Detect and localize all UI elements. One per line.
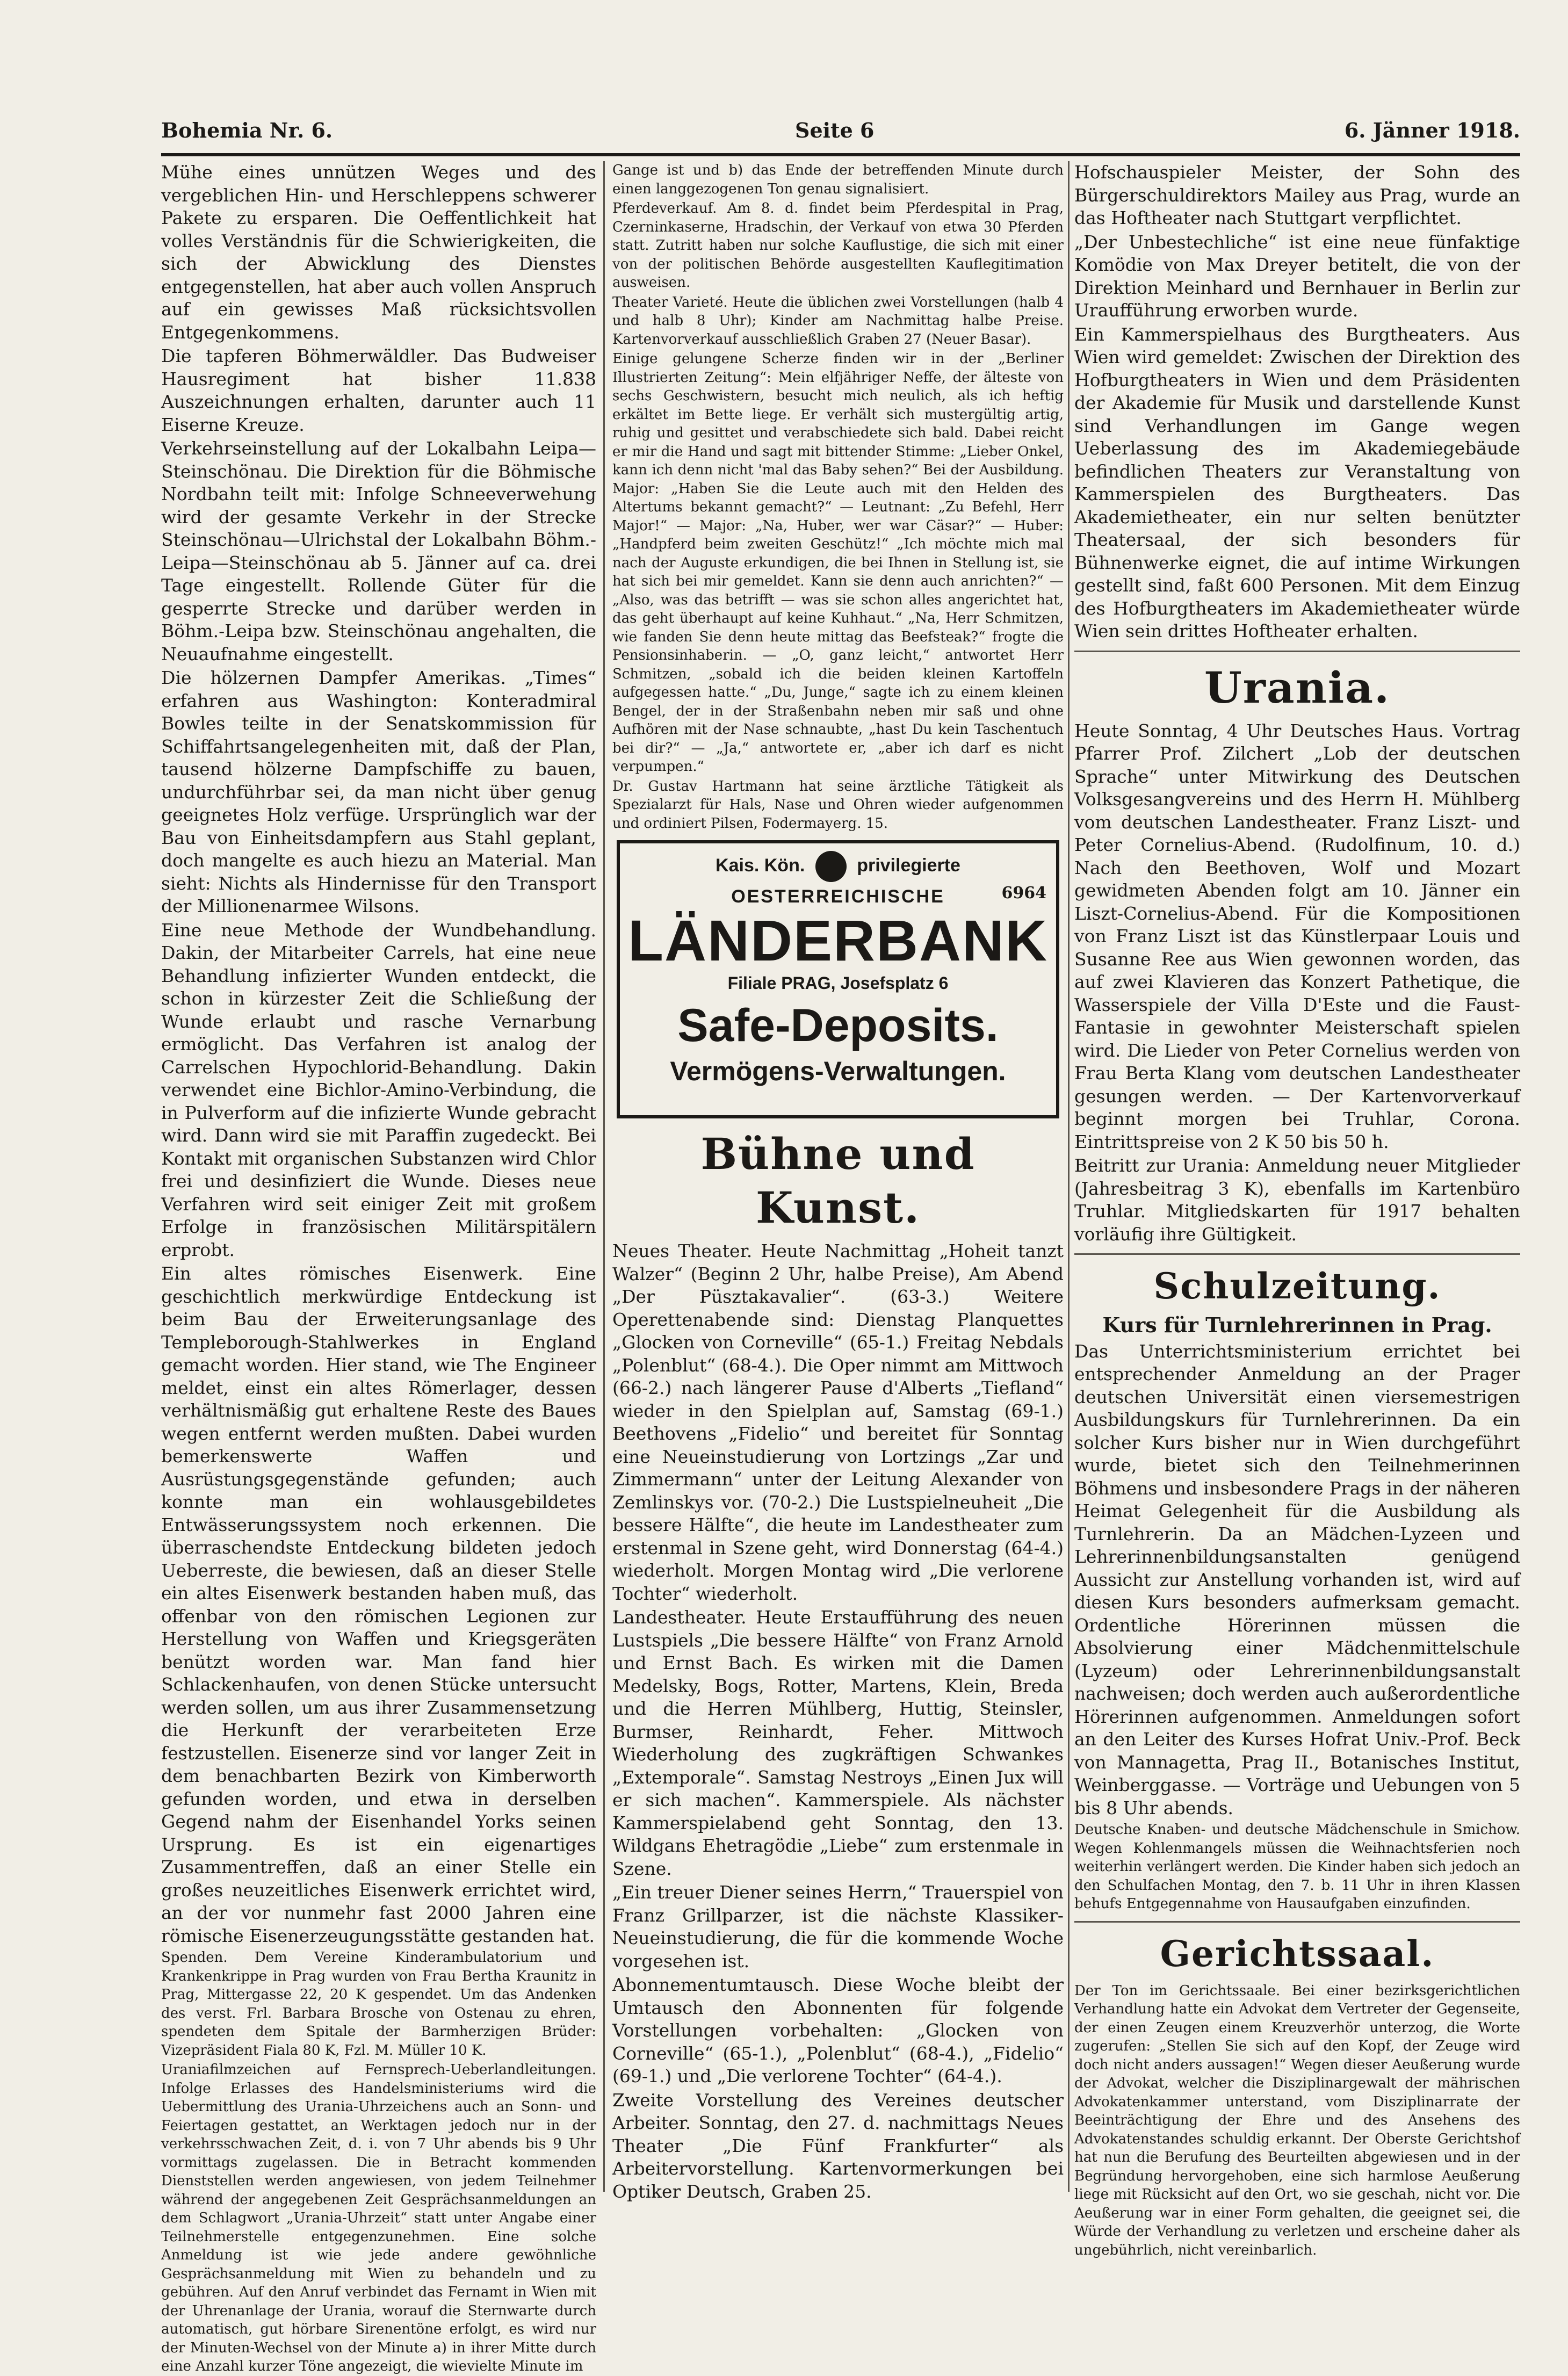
- article-boehmerwaeldler: Die tapferen Böhmerwäldler. Das Budweiser Hausregiment hat bisher 11.838 Auszeichnungen erhalten, darunter auch 11 Eiserne Kreuze.: [161, 345, 596, 435]
- column-1: [161, 161, 596, 2374]
- article-unbestechliche: „Der Unbestechliche“ ist eine neue fünfaktige Komödie von Max Dreyer betitelt, die von der Direktion Meinhard und Bernhauer in Berlin zur Uraufführung erworben wurde.: [1074, 231, 1520, 321]
- article-roemisches-eisenwerk: Ein altes römisches Eisenwerk. Eine geschichtlich merkwürdige Entdeckung ist beim Bau der Erweiterungsanlage des Templeborough-Stahlwerkes in England gemacht worden. Hier stand, wie The Engineer meldet, einst ein altes Römerlager, dessen verhältnismäßig gut erhaltene Reste des Baues wegen entfernt werden mußten. Dabei wurden bemerkenswerte Waffen und Ausrüstungsgegenstände gefunden; auch konnte man ein wohlausgebildetes Entwässerungssystem noch erkennen. Die überraschendste Entdeckung bildeten jedoch Ueberreste, die bewiesen, daß an dieser Stelle ein altes Eisenwerk bestanden haben muß, das offenbar von den römischen Legionen zur Herstellung von Waffen und Kriegsgeräten benützt worden war. Man fand hier Schlackenhaufen, von denen Stücke untersucht werden sollen, um aus ihrer Zusammensetzung die Herkunft der verarbeiteten Erze festzustellen. Eisenerze sind vor langer Zeit in dem benachbarten Bezirk von Kimberworth gefunden worden, und etwa in derselben Gegend nahm der Eisenhandel Yorks seinen Ursprung. Es ist ein eigenartiges Zusammentreffen, daß an einer Stelle ein großes neuzeitliches Eisenwerk errichtet wird, an der vor nunmehr fast 2000 Jahren eine römische Eisenerzeugungsstätte gestanden hat.: [161, 1263, 596, 1946]
- article-continuation: Gange ist und b) das Ende der betreffenden Minute durch einen langgezogenen Ton genau signalisiert.: [612, 162, 1064, 197]
- article-dr-hartmann: Dr. Gustav Hartmann hat seine ärztliche Tätigkeit als Spezialarzt für Hals, Nase und Ohren wieder aufgenommen und ordiniert Pilsen, Fodermayerg. 15.: [612, 778, 1064, 832]
- article-scherze: Einige gelungene Scherze finden wir in der „Berliner Illustrierten Zeitung“: Mein elfjähriger Neffe, der älteste von sechs Geschwistern, besucht mich neulich, als ich heftig erkältet im Bette liege. Er verhält sich mustergültig artig, ruhig und gesittet und verabschiedete sich bald. Dabei reicht er mir die Hand und sagt mit bittender Stimme: „Lieber Onkel, kann ich denn nicht 'mal das Baby sehen?“ Bei der Ausbildung. Major: „Haben Sie die Leute auch mit den Helden des Altertums bekannt gemacht?“ — Leutnant: „Zu Befehl, Herr Major!“ — Major: „Na, Huber, wer war Cäsar?“ — Huber: „Handpferd beim zweiten Geschütz!“ „Ich möchte mich mal nach der Auguste erkundigen, die bei Ihnen in Stellung ist, sie hat sich bei mir gemeldet. Kann sie denn auch anrichten?“ — „Also, was das betrifft — was sie schon alles angerichtet hat, das geht überhaupt auf keine Kuhhaut.“ „Na, Herr Schmitzen, wie fanden Sie denn heute mittag das Beefsteak?“ frogte die Pensionsinhaberin. — „O, ganz leicht,“ antwortet Herr Schmitzen, „sobald ich die beiden kleinen Kartoffeln aufgegessen hatte.“ „Du, Junge,“ sagte ich zu einem kleinen Bengel, der in der Straßenbahn neben mir saß und ohne Aufhören mit der Nase schnaubte, „hast Du kein Taschentuch bei dir?“ — „Ja,“ antwortete er, „aber ich darf es nicht verpumpen.“: [612, 351, 1064, 775]
- article-pferdeverkauf: Pferdeverkauf. Am 8. d. findet beim Pferdespital in Prag, Czerninkaserne, Hradschin, der Verkauf von etwa 30 Pferden statt. Zutritt haben nur solche Kauflustige, die sich mit einer von der politischen Behörde ausgestellten Kauflegitimation ausweisen.: [612, 200, 1064, 291]
- article-urania-beitritt: Beitritt zur Urania: Anmeldung neuer Mitglieder (Jahresbeitrag 3 K), ebenfalls im Kartenbüro Truhlar. Mitgliedskarten für 1917 behalten vorläufig ihre Gültigkeit.: [1074, 1155, 1520, 1245]
- ad-verwaltungen: Vermögens-Verwaltungen.: [670, 1056, 1006, 1086]
- ad-number: 6964: [1001, 884, 1046, 902]
- laenderbank-advertisement: [617, 840, 1059, 1118]
- article-wundbehandlung: Eine neue Methode der Wundbehandlung. Dakin, der Mitarbeiter Carrels, hat eine neue Behandlung infizierter Wunden entdeckt, die schon in kürzester Zeit die Schließung der Wunde erlaubt und rasche Vernarbung ermöglicht. Das Verfahren ist analog der Carrelschen Hypochlorid-Behandlung. Dakin verwendet eine Bichlor-Amino-Verbindung, die in Pulverform auf die infizierte Wunde gebracht wird. Dann wird sie mit Paraffin zugedeckt. Bei Kontakt mit organischen Substanzen wird Chlor frei und desinfiziert die Wunde. Dieses neue Verfahren wird seit einiger Zeit mit großem Erfolge in französischen Militärspitälern erprobt.: [161, 919, 596, 1260]
- article-verkehrseinstellung: Verkehrseinstellung auf der Lokalbahn Leipa—Steinschönau. Die Direktion für die Böhmische Nordbahn teilt mit: Infolge Schneeverwehung wird der gesamte Verkehr in der Strecke Steinschönau—Ulrichstal der Lokalbahn Böhm.-Leipa—Steinschönau ab 5. Jänner auf ca. drei Tage eingestellt. Rollende Güter für die gesperrte Strecke und darüber werden in Böhm.-Leipa bzw. Steinschönau angehalten, die Neuaufnahme eingestellt.: [161, 438, 596, 665]
- column-3: [1074, 161, 1520, 2258]
- section-title-urania: Urania.: [1204, 662, 1390, 713]
- article-hoelzerne-dampfer: Die hölzernen Dampfer Amerikas. „Times“ erfahren aus Washington: Konteradmiral Bowles teilte in der Senatskommission für Schiffahrtsangelegenheiten mit, daß der Plan, tausend hölzerne Dampfschiffe zu bauen, undurchführbar sei, da man nicht über genug geeignetes Holz verfüge. Ursprünglich war der Bau von Einheitsdampfern aus Stahl geplant, doch mangelte es auch hiezu an Material. Man sieht: Nichts als Hindernisse für den Transport der Millionenarmee Wilsons.: [161, 667, 596, 916]
- header-page-number: Seite 6: [795, 118, 875, 142]
- column-2: [612, 161, 1064, 2202]
- article-turnlehrerinnen: Das Unterrichtsministerium errichtet bei entsprechender Anmeldung an der Prager deutschen Universität einen viersemestrigen Ausbildungskurs für Turnlehrerinnen. Da ein solcher Kurs bisher nur in Wien durchgeführt wurde, bietet sich den Teilnehmerinnen Böhmens und insbesondere Prags in der näheren Heimat Gelegenheit für die Ausbildung als Turnlehrerin. Da an Mädchen-Lyzeen und Lehrerinnenbildungsanstalten genügend Aussicht zur Anstellung vorhanden ist, wird auf diesen Kurs besonders aufmerksam gemacht. Ordentliche Hörerinnen müssen die Absolvierung einer Mädchenmittelschule (Lyzeum) oder Lehrerinnenbildungsanstalt nachweisen; doch werden auch außerordentliche Hörerinnen aufgenommen. Anmeldungen sofort an den Leiter des Kurses Hofrat Univ.-Prof. Beck von Mannagetta, Prag II., Botanisches Institut, Weinberggasse. — Vorträge und Uebungen von 5 bis 8 Uhr abends.: [1074, 1340, 1520, 1818]
- section-title-buehne: Bühne und Kunst.: [700, 1129, 976, 1233]
- article-abonnementumtausch: Abonnementumtausch. Diese Woche bleibt der Umtausch den Abonnenten für folgende Vorstellungen vorbehalten: „Glocken von Corneville“ (65-1.), „Polenblut“ (68-4.), „Fidelio“ (69-1.) und „Die verlorene Tochter“ (64-4.).: [612, 1974, 1064, 2086]
- ad-line-1: [625, 851, 1051, 882]
- page-header: [161, 118, 1520, 156]
- article-paragraph: Mühe eines unnützen Weges und des vergeblichen Hin- und Herschleppens schwerer Pakete zu ersparen. Die Oeffentlichkeit hat volles Verständnis für die Schwierigkeiten, die sich der Abwicklung des Dienstes entgegenstellen, hat aber auch vollen Anspruch auf ein gewisses Maß rücksichtsvollen Entgegenkommens.: [161, 162, 596, 343]
- article-smichow-schule: Deutsche Knaben- und deutsche Mädchenschule in Smichow. Wegen Kohlenmangels müssen die Weihnachtsferien noch weiterhin verlängert werden. Die Kinder haben sich jedoch an den Schulfachen Montag, den 7. b. 11 Uhr in ihren Klassen behufs Entgegennahme von Hausaufgaben einzufinden.: [1074, 1822, 1520, 1912]
- ad-line-1-left: Kais. Kön.: [716, 855, 805, 876]
- ad-bank-name: LÄNDERBANK: [628, 907, 1048, 973]
- header-paper-issue: Bohemia Nr. 6.: [161, 118, 333, 142]
- section-separator: [1074, 1921, 1520, 1923]
- article-zweite-vorstellung: Zweite Vorstellung des Vereines deutscher Arbeiter. Sonntag, den 27. d. nachmittags Neues Theater „Die Fünf Frankfurter“ als Arbeitervorstellung. Kartenvormerkungen bei Optiker Deutsch, Graben 25.: [612, 2089, 1064, 2202]
- column-divider-2: [1068, 161, 1070, 2192]
- article-uraniazeichen: Uraniafilmzeichen auf Fernsprech-Ueberlandleitungen. Infolge Erlasses des Handelsministeriums wird die Uebermittlung des Urania-Uhrzeichens auch an Sonn- und Feiertagen gestattet, an Werktagen jedoch nur in der verkehrsschwachen Zeit, d. i. von 7 Uhr abends bis 9 Uhr vormittags zugelassen. Die in Betracht kommenden Dienststellen werden angewiesen, von jedem Teilnehmer während der angegebenen Zeit Gesprächsanmeldungen an dem Schlagwort „Urania-Uhrzeit“ statt unter Angabe einer Teilnehmerstelle entgegenzunehmen. Eine solche Anmeldung ist wie jede andere gewöhnliche Gesprächsanmeldung mit Wien zu behandeln und zu gebühren. Auf den Anruf verbindet das Fernamt in Wien mit der Uhrenanlage der Urania, worauf die Sternwarte durch automatisch, gut hörbare Sirenentöne erfolgt, es wird nur der Minuten-Wechsel von der Minute a) in ihrer Mitte durch eine Anzahl kurzer Töne angezeigt, die wievielte Minute im: [161, 2062, 596, 2374]
- article-spenden: Spenden. Dem Vereine Kinderambulatorium und Krankenkrippe in Prag wurden von Frau Bertha Kraunitz in Prag, Mittergasse 22, 20 K gespendet. Um das Andenken des verst. Frl. Barbara Brosche von Ostenau zu ehren, spendeten dem Spitale der Barmherzigen Brüder: Vizepräsident Fiala 80 K, Fzl. M. Müller 10 K.: [161, 1949, 596, 2059]
- column-divider-1: [603, 161, 605, 2192]
- article-kammerspielhaus: Ein Kammerspielhaus des Burgtheaters. Aus Wien wird gemeldet: Zwischen der Direktion des Hofburgtheaters in Wien und dem Präsidenten der Akademie für Musik und darstellende Kunst sind Verhandlungen im Gange wegen Ueberlassung des im Akademiegebäude befindlichen Theaters zur Veranstaltung von Kammerspielen des Burgtheaters. Das Akademietheater, ein nur selten benützter Theatersaal, der sich besonders für Bühnenwerke eignet, die auf intime Wirkungen gestellt sind, faßt 600 Personen. Mit dem Einzug des Hofburgtheaters im Akademietheater würde Wien sein drittes Hoftheater erhalten.: [1074, 323, 1520, 641]
- ad-branch: Filiale PRAG, Josefsplatz 6: [727, 973, 949, 993]
- article-neues-theater: Neues Theater. Heute Nachmittag „Hoheit tanzt Walzer“ (Beginn 2 Uhr, halbe Preise), Am Abend „Der Püsztakavalier“. (63-3.) Weitere Operettenabende sind: Dienstag Planquettes „Glocken von Corneville“ (65-1.) Freitag Nebdals „Polenblut“ (68-4.). Die Oper nimmt am Mittwoch (66-2.) nach längerer Pause d'Alberts „Tiefland“ wieder in den Spielplan auf, Samstag (69-1.) Beethovens „Fidelio“ und bereitet für Sonntag eine Neueinstudierung von Lortzings „Zar und Zimmermann“ unter der Leitung Alexander von Zemlinskys vor. (70-2.) Die Lustspielneuheit „Die bessere Hälfte“, die heute im Landestheater zum erstenmal in Szene geht, wird Donnerstag (64-4.) wiederholt. Morgen Montag wird „Die verlorene Tochter“ wiederholt.: [612, 1240, 1064, 1604]
- subtitle-turnlehrerinnen: Kurs für Turnlehrerinnen in Prag.: [1102, 1313, 1492, 1337]
- section-title-schulzeitung: Schulzeitung.: [1153, 1265, 1441, 1307]
- article-urania-vortrag: Heute Sonntag, 4 Uhr Deutsches Haus. Vortrag Pfarrer Prof. Zilchert „Lob der deutschen Sprache“ unter Mitwirkung des Deutschen Volksgesangvereins und des Herrn H. Mühlberg vom deutschen Landestheater. Franz Liszt- und Peter Cornelius-Abend. (Rudolfinum, 10. d.) Nach den Beethoven, Wolf und Mozart gewidmeten Abenden folgt am 10. Jänner ein Liszt-Cornelius-Abend. Für die Kompositionen von Franz Liszt ist das Künstlerpaar Louis und Susanne Ree aus Wien gewonnen worden, das auf zwei Klavieren das Konzert Pathetique, die Wasserspiele der Villa D'Este und die Faust-Fantasie in gewohnter Meisterschaft spielen wird. Die Lieder von Peter Cornelius werden von Frau Berta Klang vom deutschen Landestheater gesungen werden. — Der Kartenvorverkauf beginnt morgen bei Truhlar, Corona. Eintrittspreise von 2 K 50 bis 50 h.: [1074, 720, 1520, 1152]
- section-separator: [1074, 1253, 1520, 1255]
- section-title-gerichtssaal: Gerichtssaal.: [1160, 1932, 1435, 1975]
- header-rule: [161, 153, 1520, 156]
- ad-line-2: OESTERREICHISCHE: [731, 886, 945, 907]
- article-hofschauspieler: Hofschauspieler Meister, der Sohn des Bürgerschuldirektors Mailey aus Prag, wurde an das Hoftheater nach Stuttgart verpflichtet.: [1074, 162, 1520, 228]
- article-landestheater: Landestheater. Heute Erstaufführung des neuen Lustspiels „Die bessere Hälfte“ von Franz Arnold und Ernst Bach. Es wirken mit die Damen Medelsky, Bogs, Rotter, Martens, Klein, Breda und die Herren Mühlberg, Huttig, Steinsler, Burmser, Reinhardt, Feher. Mittwoch Wiederholung des zugkräftigen Schwankes „Extemporale“. Samstag Nestroys „Einen Jux will er sich machen“. Kammerspiele. Als nächster Kammerspielabend geht Sonntag, den 13. Wildgans Ehetragödie „Liebe“ zum erstenmale in Szene.: [612, 1607, 1064, 1879]
- eagle-icon: [815, 851, 847, 882]
- section-separator: [1074, 651, 1520, 652]
- ad-safe-deposits: Safe-Deposits.: [677, 1000, 999, 1051]
- article-ton-im-gerichtssaale: Der Ton im Gerichtssaale. Bei einer bezirksgerichtlichen Verhandlung hatte ein Advokat dem Vertreter der Gegenseite, der einen Zeugen einem Kreuzverhör unterzog, die Worte zugerufen: „Stellen Sie sich auf den Kopf, der Zeuge wird doch nicht anders aussagen!“ Wegen dieser Aeußerung wurde der Advokat, welcher die Disziplinargewalt der mährischen Advokatenkammer unterstand, vom Disziplinarrate der Beeinträchtigung der Ehre und des Ansehens des Advokatenstandes schuldig erkannt. Der Oberste Gerichtshof hat nun die Berufung des Beurteilten abgewiesen und in der Begründung hervorgehoben, eine sich harmlose Aeußerung liege mit Rücksicht auf den Ort, wo sie geschah, nicht vor. Die Aeußerung war in einer Form gehalten, die geeignet sei, die Würde der Verhandlung zu verletzen und erscheine daher als ungebührlich, nicht vereinbarlich.: [1074, 1982, 1520, 2258]
- header-date: 6. Jänner 1918.: [1344, 118, 1520, 142]
- article-treuer-diener: „Ein treuer Diener seines Herrn,“ Trauerspiel von Franz Grillparzer, ist die nächste Klassiker-Neueinstudierung, die für die kommende Woche vorgesehen ist.: [612, 1882, 1064, 1971]
- ad-line-1-right: privilegierte: [857, 855, 960, 876]
- article-theater-variete: Theater Varieté. Heute die üblichen zwei Vorstellungen (halb 4 und halb 8 Uhr); Kinder am Nachmittag halbe Preise. Kartenvorverkauf ausschließlich Graben 27 (Neuer Basar).: [612, 294, 1064, 348]
